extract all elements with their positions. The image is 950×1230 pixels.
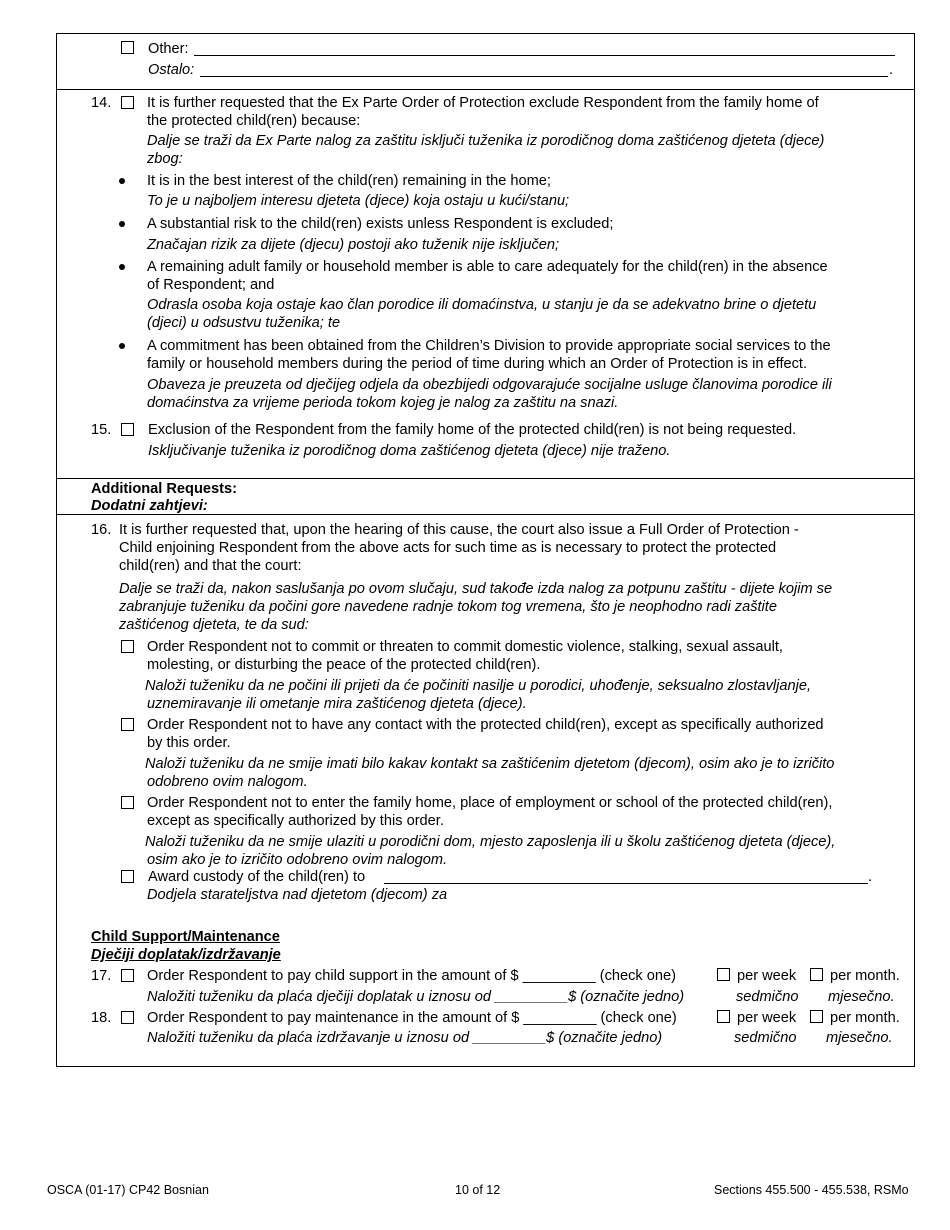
item15-text-bs: Isključivanje tuženika iz porodičnog doma zaštićenog djeteta (djece) nije traženo. xyxy=(148,443,671,459)
footer-page-number: 10 of 12 xyxy=(455,1183,501,1197)
option-text-bs: Naloži tuženiku da ne smije imati bilo kakav kontakt sa zaštićenim djetetom (djecom), osim ako je to izričito xyxy=(145,756,835,772)
item18-text-bs: Naložiti tuženiku da plaća izdržavanje u iznosu od _________$ (označite jedno) xyxy=(147,1030,663,1046)
option-text-bs: osim ako je to izričito odobreno ovim nalogom. xyxy=(147,852,448,868)
option-text: molesting, or disturbing the peace of the protected child(ren). xyxy=(147,657,541,673)
other-field-bs[interactable] xyxy=(200,76,888,77)
other-field[interactable] xyxy=(194,55,895,56)
item14-text-bs: zbog: xyxy=(147,151,183,167)
item15-number: 15. xyxy=(91,422,112,438)
item18-number: 18. xyxy=(91,1010,112,1026)
option-text: Order Respondent not to commit or threaten to commit domestic violence, stalking, sexual assault, xyxy=(147,639,783,655)
option-text: Order Respondent not to have any contact with the protected child(ren), except as specifically authorized xyxy=(147,717,824,733)
custody-field[interactable] xyxy=(384,883,868,884)
bullet-text: A remaining adult family or household member is able to care adequately for the child(ren) in the absence xyxy=(147,259,828,275)
support-heading: Child Support/Maintenance xyxy=(91,929,280,945)
bullet-text-bs: Značajan rizik za dijete (djecu) postoji ako tuženik nije isključen; xyxy=(147,237,560,253)
item14-text: the protected child(ren) because: xyxy=(147,113,361,129)
bullet xyxy=(119,221,125,227)
item14-text: It is further requested that the Ex Parte Order of Protection exclude Respondent from the family home of xyxy=(147,95,819,111)
bullet xyxy=(119,343,125,349)
item17-number: 17. xyxy=(91,968,112,984)
option-text-bs: Naloži tuženiku da ne smije ulaziti u porodični dom, mjesto zaposlenja ili u školu zaštićenog djeteta (djece), xyxy=(145,834,836,850)
option-text-bs: Naloži tuženiku da ne počini ili prijeti da će počiniti nasilje u porodici, uhođenje, seksualno zlostavljanje, xyxy=(145,678,812,694)
additional-heading: Additional Requests: xyxy=(91,481,237,497)
item15-text: Exclusion of the Respondent from the family home of the protected child(ren) is not being requested. xyxy=(148,422,797,438)
option-text: by this order. xyxy=(147,735,231,751)
other-label: Other: xyxy=(148,41,189,57)
bullet-text-bs: (djeci) u odsustvu tuženika; te xyxy=(147,315,341,331)
option-checkbox[interactable] xyxy=(121,640,134,653)
bullet-text-bs: To je u najboljem interesu djeteta (djece) koja ostaju u kući/stanu; xyxy=(147,193,570,209)
custody-period: . xyxy=(868,869,873,885)
item16-text: child(ren) and that the court: xyxy=(119,558,302,574)
item16-text: Child enjoining Respondent from the above acts for such time as is necessary to protect the protected xyxy=(119,540,777,556)
section-divider xyxy=(56,478,915,479)
item14-checkbox[interactable] xyxy=(121,96,134,109)
item18-month-checkbox[interactable] xyxy=(810,1010,823,1023)
bullet-text-bs: domaćinstva za vrijeme perioda tokom kojeg je nalog za zaštitu na snazi. xyxy=(147,395,619,411)
bullet-text: It is in the best interest of the child(ren) remaining in the home; xyxy=(147,173,551,189)
option-text-bs: uznemiravanje ili ometanje mira zaštićenog djeteta (djece). xyxy=(147,696,527,712)
item16-text-bs: zabranjuje tuženiku da počini gore navedene radnje tokom tog vremena, što je neophodno radi zaštite xyxy=(119,599,777,615)
option-text-bs: odobreno ovim nalogom. xyxy=(147,774,308,790)
bullet-text: of Respondent; and xyxy=(147,277,275,293)
item16-text: It is further requested that, upon the hearing of this cause, the court also issue a Full Order of Protection - xyxy=(119,522,799,538)
item18-month-bs: mjesečno. xyxy=(826,1030,893,1046)
item14-text-bs: Dalje se traži da Ex Parte nalog za zaštitu isključi tuženika iz porodičnog doma zaštićenog djeteta (djece) xyxy=(147,133,825,149)
item18-text: Order Respondent to pay maintenance in the amount of $ _________ (check one) xyxy=(147,1010,677,1026)
item17-month-checkbox[interactable] xyxy=(810,968,823,981)
item18-checkbox[interactable] xyxy=(121,1011,134,1024)
other-label-bs: Ostalo: xyxy=(148,62,195,78)
item16-text-bs: zaštićenog djeteta, te da sud: xyxy=(119,617,309,633)
bullet-text-bs: Obaveza je preuzeta od dječijeg odjela da obezbijedi odgovarajuće socijalne usluge članovima porodice ili xyxy=(147,377,832,393)
item18-week-label: per week xyxy=(737,1010,797,1026)
option-text: except as specifically authorized by this order. xyxy=(147,813,444,829)
item17-month-bs: mjesečno. xyxy=(828,989,895,1005)
custody-label-bs: Dodjela starateljstva nad djetetom (djecom) za xyxy=(147,887,448,903)
item17-text: Order Respondent to pay child support in the amount of $ _________ (check one) xyxy=(147,968,676,984)
item15-checkbox[interactable] xyxy=(121,423,134,436)
option-checkbox[interactable] xyxy=(121,718,134,731)
footer-sections: Sections 455.500 - 455.538, RSMo xyxy=(714,1183,909,1197)
bullet-text: family or household members during the period of time during which an Order of Protection is in effect. xyxy=(147,356,808,372)
support-heading-bs: Dječiji doplatak/izdržavanje xyxy=(91,947,281,963)
item18-week-checkbox[interactable] xyxy=(717,1010,730,1023)
bullet xyxy=(119,178,125,184)
other-checkbox[interactable] xyxy=(121,41,134,54)
section-divider xyxy=(56,89,915,90)
item16-text-bs: Dalje se traži da, nakon saslušanja po ovom slučaju, sud takođe izda nalog za potpunu zaštitu - dijete kojim se xyxy=(119,581,833,597)
item17-checkbox[interactable] xyxy=(121,969,134,982)
item17-text-bs: Naložiti tuženiku da plaća dječiji doplatak u iznosu od _________$ (označite jedno) xyxy=(147,989,685,1005)
option-checkbox[interactable] xyxy=(121,796,134,809)
custody-label: Award custody of the child(ren) to xyxy=(148,869,366,885)
bullet-text: A substantial risk to the child(ren) exists unless Respondent is excluded; xyxy=(147,216,614,232)
item17-week-label: per week xyxy=(737,968,797,984)
bullet-text: A commitment has been obtained from the Children’s Division to provide appropriate social services to the xyxy=(147,338,831,354)
item17-week-checkbox[interactable] xyxy=(717,968,730,981)
custody-checkbox[interactable] xyxy=(121,870,134,883)
item18-week-bs: sedmično xyxy=(734,1030,797,1046)
bullet xyxy=(119,264,125,270)
item16-number: 16. xyxy=(91,522,112,538)
item17-month-label: per month. xyxy=(830,968,900,984)
option-text: Order Respondent not to enter the family home, place of employment or school of the protected child(ren), xyxy=(147,795,833,811)
item17-week-bs: sedmično xyxy=(736,989,799,1005)
item14-number: 14. xyxy=(91,95,112,111)
additional-heading-bs: Dodatni zahtjevi: xyxy=(91,498,208,514)
footer-form-id: OSCA (01-17) CP42 Bosnian xyxy=(47,1183,209,1197)
other-period: . xyxy=(889,62,894,78)
bullet-text-bs: Odrasla osoba koja ostaje kao član porodice ili domaćinstva, u stanju je da se adekvatno brine o djetetu xyxy=(147,297,817,313)
item18-month-label: per month. xyxy=(830,1010,900,1026)
